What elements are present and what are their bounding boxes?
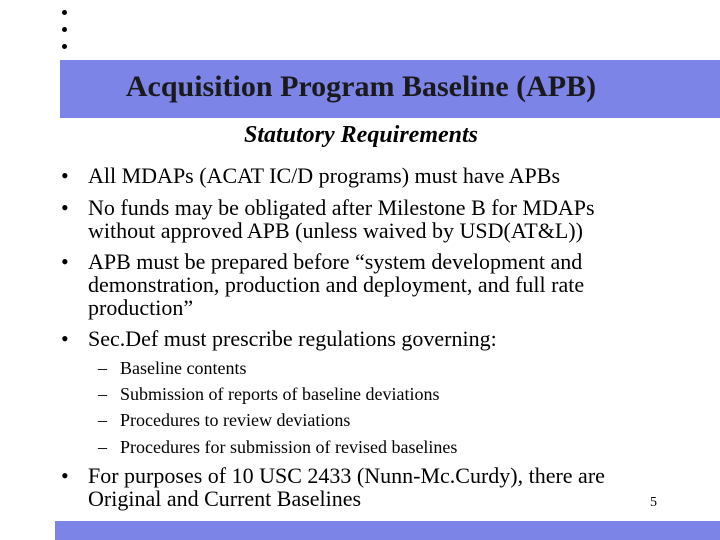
bullet-mark: • (61, 326, 69, 351)
dash-mark: – (98, 384, 107, 404)
bullet-mark: • (61, 249, 69, 274)
bullet-mark: • (61, 163, 69, 188)
bullet-item-4 (61, 326, 497, 351)
sub-bullet-text: Procedures for submission of revised baselines (120, 437, 458, 457)
sub-bullet-text: Baseline contents (120, 358, 247, 378)
bullet-text-line: For purposes of 10 USC 2433 (Nunn-Mc.Curdy), there are (88, 463, 605, 488)
page-number: 5 (650, 495, 657, 510)
bottom-band (55, 521, 720, 540)
bullet-mark: • (61, 195, 69, 220)
bullet-text-line: Original and Current Baselines (88, 486, 362, 511)
slide-title: Acquisition Program Baseline (APB) (125, 70, 597, 103)
dash-mark: – (98, 358, 107, 378)
dash-mark: – (98, 410, 107, 430)
sub-bullet-text: Submission of reports of baseline deviations (120, 384, 440, 404)
bullet-text-line: demonstration, production and deployment, and full rate (88, 272, 585, 297)
bullet-text-line: APB must be prepared before “system development and (88, 249, 583, 274)
bullet-text-line: No funds may be obligated after Milestone B for MDAPs (88, 195, 595, 220)
bullet-text-line: production” (88, 295, 194, 320)
bullet-item-1 (61, 163, 561, 188)
sub-bullet-text: Procedures to review deviations (120, 410, 351, 430)
bullet-item-2 (61, 195, 595, 243)
bullet-mark: • (61, 463, 69, 488)
bullet-text-line: All MDAPs (ACAT IC/D programs) must have APBs (88, 163, 561, 188)
dash-mark: – (98, 437, 107, 457)
sub-bullet-item-2 (98, 383, 440, 405)
sub-bullet-item-3 (98, 409, 351, 431)
bullet-item-5 (61, 463, 605, 511)
bullet-item-3 (61, 249, 585, 320)
sub-bullet-item-4 (98, 436, 458, 458)
slide-subtitle: Statutory Requirements (243, 122, 479, 148)
bullet-text-line: without approved APB (unless waived by USD(AT&L)) (88, 218, 583, 243)
sub-bullet-item-1 (98, 357, 247, 379)
bullet-text-line: Sec.Def must prescribe regulations governing: (88, 326, 497, 351)
